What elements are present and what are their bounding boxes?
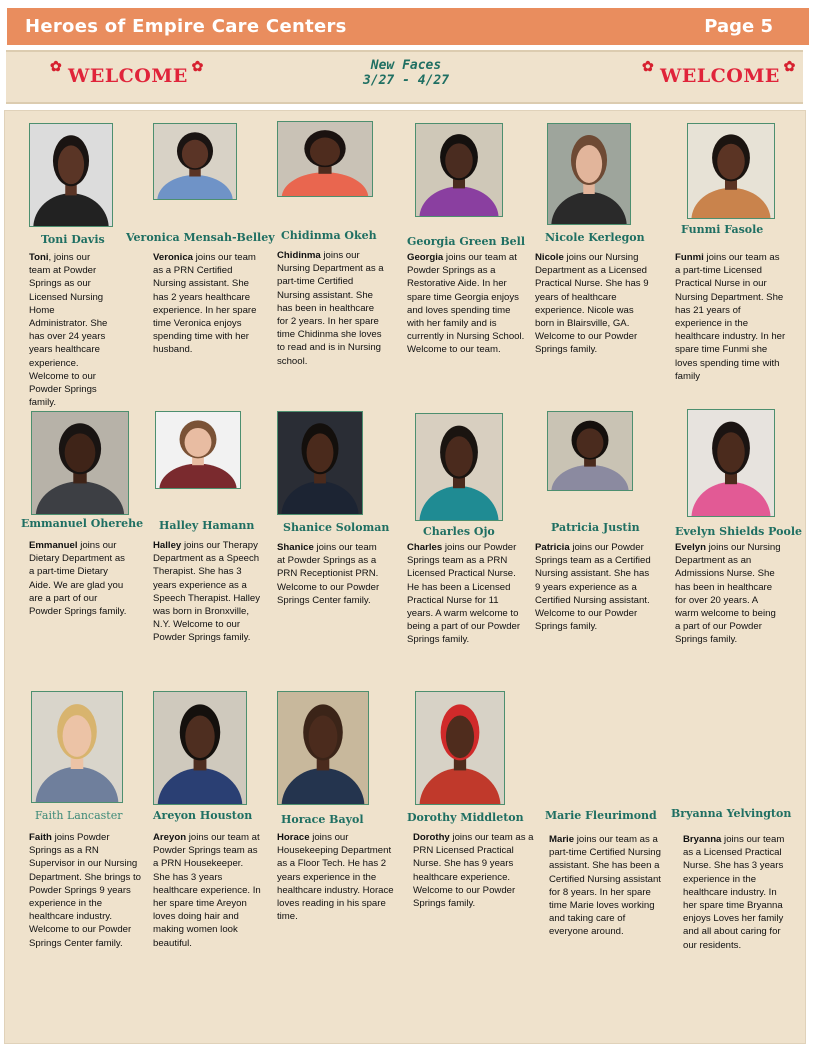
staff-first-name: Charles [407,542,443,553]
staff-bio [549,833,667,939]
staff-first-name: Marie [549,834,575,845]
staff-name: Nicole Kerlegon [545,231,645,244]
staff-bio [153,251,261,357]
staff-first-name: Evelyn [675,542,706,553]
portrait-silhouette-icon [278,122,372,196]
staff-photo [31,691,123,803]
staff-bio [675,251,787,383]
staff-first-name: Funmi [675,252,704,263]
staff-name: Evelyn Shields Poole [675,525,803,538]
staff-bio-text: joins our team as a PRN Certified Nursing assistant. She has 2 years healthcare experience. In her spare time Veronica enjoys spending time with her husband. [153,252,257,356]
staff-name: Horace Bayol [281,813,364,826]
welcome-banner [6,50,803,104]
new-faces-panel [4,110,806,1044]
staff-bio-text: joins our team at Powder Springs team as a PRN Housekeeper. She has 3 years healthcare experience. In her spare time Areyon loves doing hair and making women look beautiful. [153,832,261,949]
staff-photo [277,411,363,515]
staff-bio-text: joins our Dietary Department as a part-time Dietary Aide. We are glad you are a part of our Powder Springs family. [29,540,127,618]
staff-bio-text: joins our team as a Licensed Practical Nurse. She has 3 years experience in the healthcare industry. In her spare time Bryanna enjoys Loves her family and all about caring for our residents. [683,834,785,951]
flower-icon: ✿ [642,59,655,75]
portrait-silhouette-icon [30,124,112,226]
staff-first-name: Shanice [277,542,314,553]
staff-photo [687,409,775,517]
newsletter-title: Heroes of Empire Care Centers [25,16,347,37]
staff-first-name: Areyon [153,832,187,843]
portrait-silhouette-icon [156,412,240,488]
staff-name: Shanice Soloman [283,521,390,534]
portrait-silhouette-icon [416,414,502,520]
portrait-silhouette-icon [32,692,122,802]
staff-photo [547,123,631,225]
staff-bio [407,251,525,357]
staff-bio-text: joins our team as a part-time Certified Nursing assistant. She has been a Certified Nursing assistant for 8 years. In her spare time Marie loves working and taking care of everyone around. [549,834,661,938]
staff-name: Faith Lancaster [35,809,123,822]
staff-name: Emmanuel Oherehe [21,517,144,530]
staff-first-name: Nicole [535,252,564,263]
portrait-silhouette-icon [688,410,774,516]
staff-bio [277,541,385,607]
staff-bio-text: joins our team at Powder Springs as a PRN Receptionist PRN. Welcome to our Powder Springs Center family. [277,542,380,606]
staff-photo [153,691,247,805]
staff-bio [675,541,783,647]
portrait-silhouette-icon [154,124,236,199]
staff-bio-text: joins our team at Powder Springs as a Restorative Aide. In her spare time Georgia enjoys and loves spending time with her family and is currently in Nursing School. Welcome to our team. [407,252,525,356]
page-number: Page 5 [704,16,773,37]
staff-bio [413,831,535,910]
staff-first-name: Patricia [535,542,570,553]
staff-first-name: Dorothy [413,832,450,843]
staff-name: Dorothy Middleton [407,811,524,824]
staff-bio [153,831,261,950]
staff-photo [277,121,373,197]
portrait-silhouette-icon [548,124,630,224]
staff-bio [535,541,653,633]
staff-bio-text: joins our Nursing Department as an Admissions Nurse. She has been in healthcare for over 20 years. A warm welcome to being a part of our Powder Springs family. [675,542,781,646]
staff-bio [407,541,525,647]
staff-bio-text: joins our Therapy Department as a Speech Therapist. She has 3 years experience as a Speech Therapist. Halley was born in Bronxville, N.Y. Welcome to our Powder Springs family. [153,540,261,644]
staff-photo [29,123,113,227]
staff-photo [277,691,369,805]
staff-name: Chidinma Okeh [281,229,377,242]
staff-bio [29,539,129,618]
staff-name: Patricia Justin [551,521,640,534]
staff-name: Charles Ojo [423,525,495,538]
staff-first-name: Halley [153,540,182,551]
staff-photo [687,123,775,219]
staff-first-name: Toni [29,252,49,263]
staff-name: Bryanna Yelvington [671,807,792,820]
staff-bio [153,539,265,645]
welcome-left: ✿ WELCOME ✿ [50,59,204,87]
staff-bio-text: , joins our team at Powder Springs as our Licensed Nursing Home Administrator. She has over 24 years years healthcare experience. Welcome to our Powder Springs family. [29,252,108,409]
staff-first-name: Georgia [407,252,444,263]
staff-bio [277,831,399,923]
staff-bio-text: joins our Nursing Department as a part-time Certified Nursing assistant. She has been in healthcare for 2 years. In her spare time Chidinma she loves to read and is in Nursing school. [277,250,384,367]
welcome-right: ✿ WELCOME ✿ [642,59,796,87]
staff-photo [155,411,241,489]
staff-first-name: Faith [29,832,52,843]
portrait-silhouette-icon [688,124,774,218]
staff-bio-text: joins our team as a PRN Licensed Practical Nurse. She has 9 years healthcare experience. Welcome to our Powder Springs family. [413,832,534,910]
staff-name: Areyon Houston [153,809,253,822]
new-faces-heading [336,58,476,88]
staff-bio [29,831,141,950]
staff-first-name: Veronica [153,252,193,263]
staff-photo [31,411,129,515]
staff-name: Funmi Fasole [681,223,764,236]
new-faces-label: New Faces [370,58,442,73]
portrait-silhouette-icon [278,692,368,804]
staff-name: Georgia Green Bell [407,235,526,248]
portrait-silhouette-icon [32,412,128,514]
portrait-silhouette-icon [416,692,504,804]
portrait-silhouette-icon [154,692,246,804]
staff-photo [153,123,237,200]
portrait-silhouette-icon [278,412,362,514]
staff-first-name: Horace [277,832,310,843]
staff-bio-text: joins our Housekeeping Department as a Floor Tech. He has 2 years experience in the healthcare industry. Horace loves reading in his spare time. [277,832,394,923]
staff-bio-text: joins our Nursing Department as a Licensed Practical Nurse. She has 9 years of healthcare experience. Nicole was born in Blairsville, GA. Welcome to our Powder Springs family. [535,252,649,356]
staff-name: Toni Davis [41,233,105,246]
flower-icon: ✿ [783,59,796,75]
staff-bio-text: joins our team as a part-time Licensed Practical Nurse in our Nursing Department. She has 21 years of experience in the healthcare industry. In her spare time Funmi she loves spending time with family [675,252,786,382]
staff-first-name: Chidinma [277,250,321,261]
staff-bio [535,251,655,357]
staff-name: Halley Hamann [159,519,255,532]
portrait-silhouette-icon [548,412,632,490]
staff-bio [683,833,793,952]
staff-bio-text: joins our Powder Springs team as a PRN Licensed Practical Nurse. He has been a Licensed Practical Nurse for 11 years. A warm welcome to being a part of our Powder Springs family. [407,542,521,646]
staff-bio-text: joins our Powder Springs team as a Certified Nursing assistant. She has 9 years experience as a Certified Nursing assistant. Welcome to our Powder Springs family. [535,542,651,633]
date-range: 3/27 - 4/27 [362,73,450,88]
staff-photo [415,691,505,805]
staff-first-name: Emmanuel [29,540,78,551]
header-bar [7,8,809,45]
flower-icon: ✿ [191,59,204,75]
staff-bio-text: joins Powder Springs as a RN Supervisor in our Nursing Department. She brings to Powder Springs 9 years experience in the healthcare industry. Welcome to our Powder Springs Center family. [29,832,141,949]
staff-photo [415,123,503,217]
flower-icon: ✿ [50,59,63,75]
staff-name: Veronica Mensah-Belley [126,231,275,244]
staff-photo [547,411,633,491]
staff-first-name: Bryanna [683,834,722,845]
staff-photo [415,413,503,521]
staff-name: Marie Fleurimond [545,809,657,822]
portrait-silhouette-icon [416,124,502,216]
staff-bio [277,249,385,368]
staff-bio [29,251,111,409]
